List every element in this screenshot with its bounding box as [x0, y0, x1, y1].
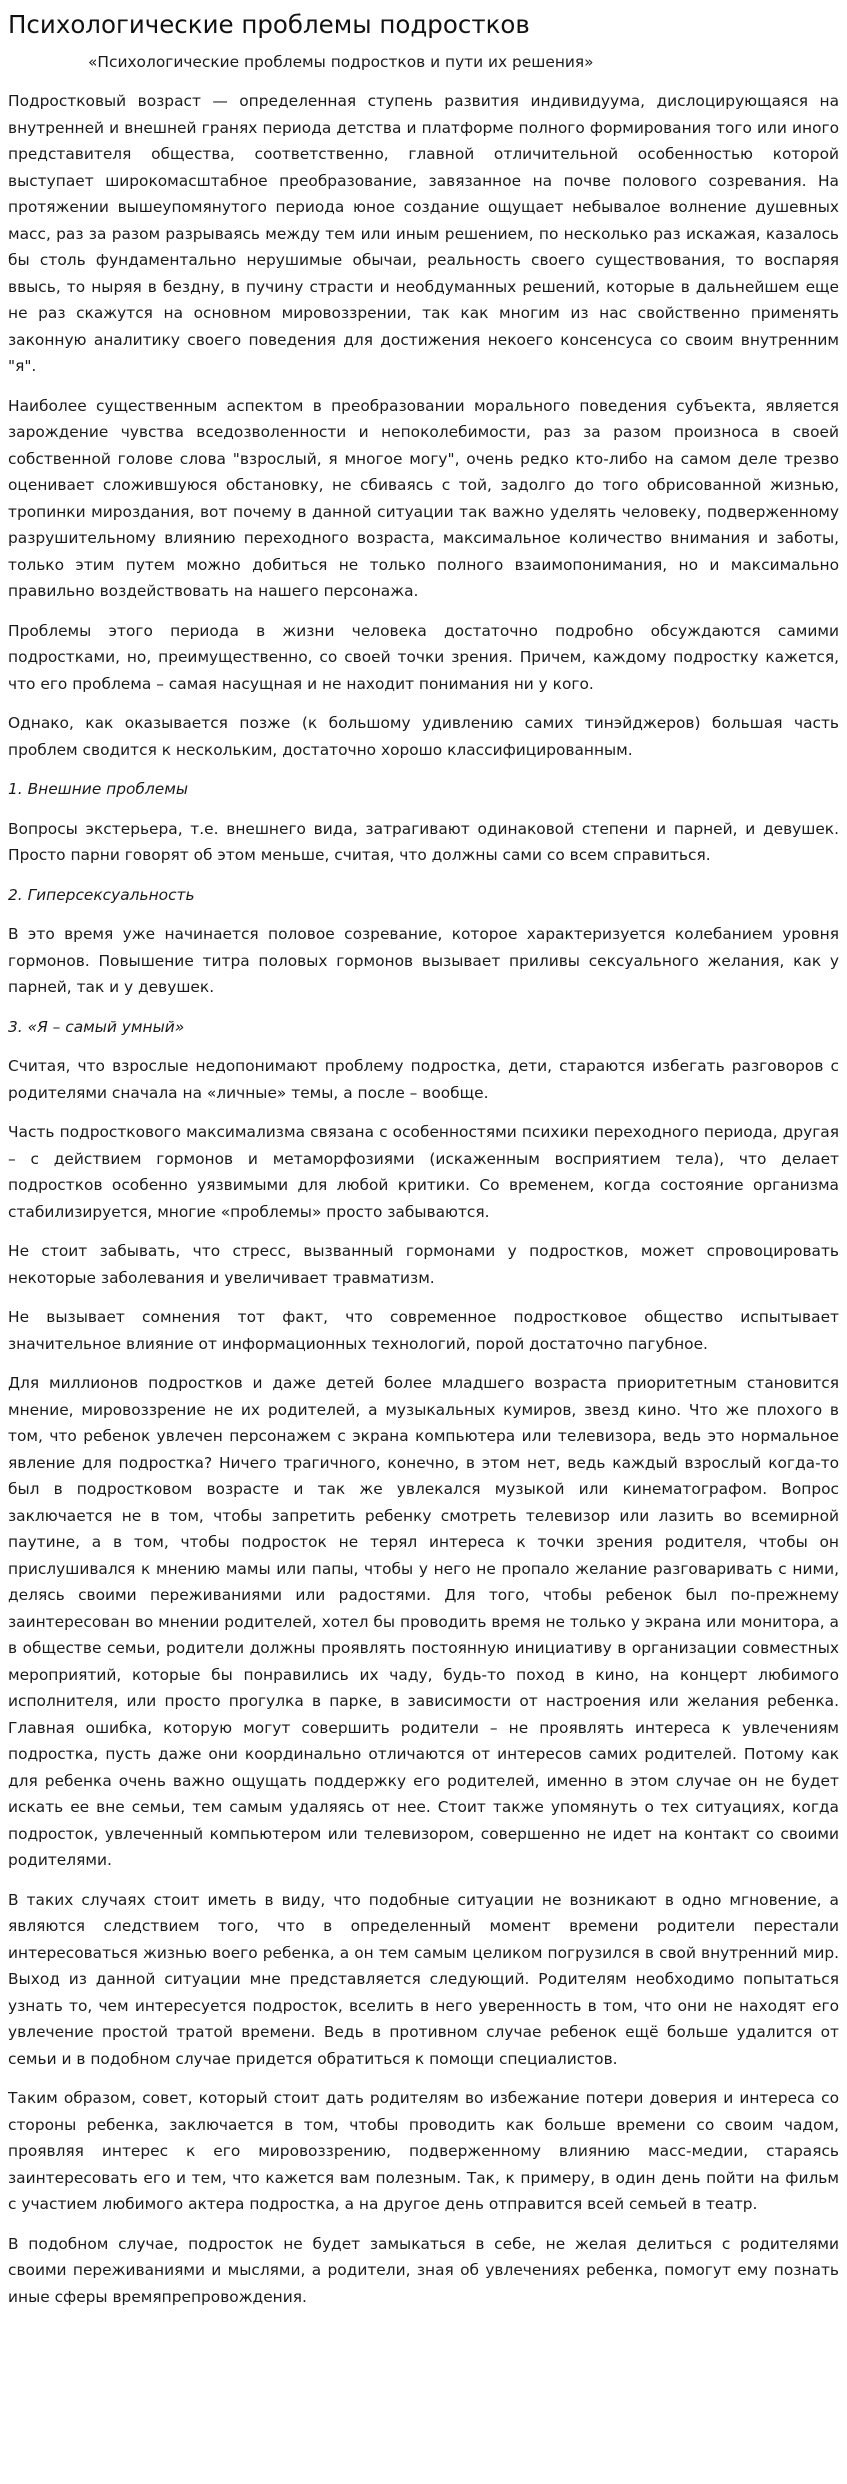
section-text-smartest: Считая, что взрослые недопонимают проблему подростка, дети, стараются избегать разговоров с родителями сначала на «личные» темы, а после – вообще.	[8, 1057, 839, 1102]
paragraph-classification: Однако, как оказывается позже (к большому удивлению самих тинэйджеров) большая часть проблем сводится к нескольким, достаточно хорошо классифицированным.	[8, 714, 839, 759]
paragraph-maximalism: Часть подросткового максимализма связана с особенностями психики переходного периода, другая – с действием гормонов и метаморфозиями (искаженным восприятием тела), что делает подростков особенно уязвимыми для любой критики. Со временем, когда состояние организма стабилизируется, многие «проблемы» просто забываются.	[8, 1123, 839, 1221]
article-subtitle: «Психологические проблемы подростков и пути их решения»	[88, 53, 594, 71]
paragraph-idols: Для миллионов подростков и даже детей более младшего возраста приоритетным становится мнение, мировоззрение не их родителей, а музыкальных кумиров, звезд кино. Что же плохого в том, что ребенок увлечен персонажем с экрана компьютера или телевизора, ведь это нормальное явление для подростка? Ничего трагичного, конечно, в этом нет, ведь каждый взрослый когда-то был в подростковом возрасте и так же увлекался музыкой или кинематографом. Вопрос заключается не в том, чтобы запретить ребенку смотреть телевизор или лазить во всемирной паутине, а в том, чтобы подросток не терял интереса к точки зрения родителя, чтобы он прислушивался к мнению мамы или папы, чтобы у него не пропало желание разговаривать с ними, делясь своими переживаниями или радостями. Для того, чтобы ребенок был по-прежнему заинтересован во мнении родителей, хотел бы проводить время не только у экрана или монитора, а в обществе семьи, родители должны проявлять постоянную инициативу в организации совместных мероприятий, которые бы понравились их чаду, будь-то поход в кино, на концерт любимого исполнителя, или просто прогулка в парке, в зависимости от настроения или желания ребенка. Главная ошибка, которую могут совершить родители – не проявлять интереса к увлечениям подростка, пусть даже они координально отличаются от интересов самих родителей. Потому как для ребенка очень важно ощущать поддержку его родителей, именно в этом случае он не будет искать ее вне семьи, тем самым удаляясь от нее. Стоит также упомянуть о тех ситуациях, когда подросток, увлеченный компьютером или телевизором, совершенно не идет на контакт со своими родителями.	[8, 1374, 839, 1869]
section-heading-external: 1. Внешние проблемы	[8, 780, 188, 798]
paragraph-conclusion: В подобном случае, подросток не будет замыкаться в себе, не желая делиться с родителями своими переживаниями и мыслями, а родители, зная об увлечениях ребенка, помогут ему познать иные сферы времяпрепровождения.	[8, 2234, 839, 2306]
paragraph-problems: Проблемы этого периода в жизни человека достаточно подробно обсуждаются самими подростками, но, преимущественно, со своей точки зрения. Причем, каждому подростку кажется, что его проблема – самая насущная и не находит понимания ни у кого.	[8, 621, 839, 693]
paragraph-technology: Не вызывает сомнения тот факт, что современное подростковое общество испытывает значительное влияние от информационных технологий, порой достаточно пагубное.	[8, 1308, 839, 1353]
paragraph-stress: Не стоит забывать, что стресс, вызванный гормонами у подростков, может спровоцировать некоторые заболевания и увеличивает травматизм.	[8, 1242, 839, 1287]
paragraph-intro: Подростковый возраст — определенная ступень развития индивидуума, дислоцирующаяся на внутренней и внешней гранях периода детства и платформе полного формирования того или иного представителя общества, соответственно, главной отличительной особенностью которой выступает широкомасштабное преобразование, завязанное на почве полового созревания. На протяжении вышеупомянутого периода юное создание ощущает небывалое волнение душевных масс, раз за разом разрываясь между тем или иным решением, по несколько раз искажая, казалось бы столь фундаментально нерушимые обычаи, реальность своего существования, то воспаряя ввысь, то ныряя в бездну, в пучину страсти и необдуманных решений, которые в дальнейшем еще не раз скажутся на основном мировоззрении, так как многим из нас свойственно применять законную аналитику своего поведения для достижения некоего консенсуса со своим внутренним "я".	[8, 92, 839, 375]
paragraph-aspect: Наиболее существенным аспектом в преобразовании морального поведения субъекта, является зарождение чувства вседозволенности и непоколебимости, раз за разом произноса в своей собственной голове слова "взрослый, я многое могу", очень редко кто-либо на самом деле трезво оценивает сложившуюся обстановку, не сбиваясь с той, задолго до того обрисованной жизнью, тропинки мироздания, вот почему в данной ситуации так важно уделять человеку, подверженному разрушительному влиянию переходного возраста, максимальное количество внимания и заботы, только этим путем можно добиться не только полного взаимопонимания, но и максимально правильно воздействовать на нашего персонажа.	[8, 396, 839, 600]
section-heading-smartest: 3. «Я – самый умный»	[8, 1017, 185, 1036]
paragraph-cases: В таких случаях стоит иметь в виду, что подобные ситуации не возникают в одно мгновение, а являются следствием того, что в определенный момент времени родители перестали интересоваться жизнью воего ребенка, а он тем самым целиком погрузился в свой внутренний мир. Выход из данной ситуации мне представляется следующий. Родителям необходимо попытаться узнать то, чем интересуется подросток, вселить в него уверенность в том, что они не находят его увлечение простой тратой времени. Ведь в противном случае ребенок ещё больше удалится от семьи и в подобном случае придется обратиться к помощи специалистов.	[8, 1890, 839, 2068]
section-text-hypersexuality: В это время уже начинается половое созревание, которое характеризуется колебанием уровня гормонов. Повышение титра половых гормонов вызывает приливы сексуального желания, как у парней, так и у девушек.	[8, 925, 839, 996]
page-title: Психологические проблемы подростков	[8, 10, 530, 39]
section-heading-hypersexuality: 2. Гиперсексуальность	[8, 885, 195, 904]
section-text-external: Вопросы экстерьера, т.е. внешнего вида, затрагивают одинаковой степени и парней, и девушек. Просто парни говорят об этом меньше, считая, что должны сами со всем справиться.	[8, 819, 839, 864]
paragraph-advice: Таким образом, совет, который стоит дать родителям во избежание потери доверия и интереса со стороны ребенка, заключается в том, чтобы проводить как больше времени со своим чадом, проявляя интерес к его мировоззрению, подверженному влиянию масс-медии, стараясь заинтересовать его и тем, что кажется вам полезным. Так, к примеру, в один день пойти на фильм с участием любимого актера подростка, а на другое день отправится всей семьей в театр.	[8, 2089, 839, 2213]
